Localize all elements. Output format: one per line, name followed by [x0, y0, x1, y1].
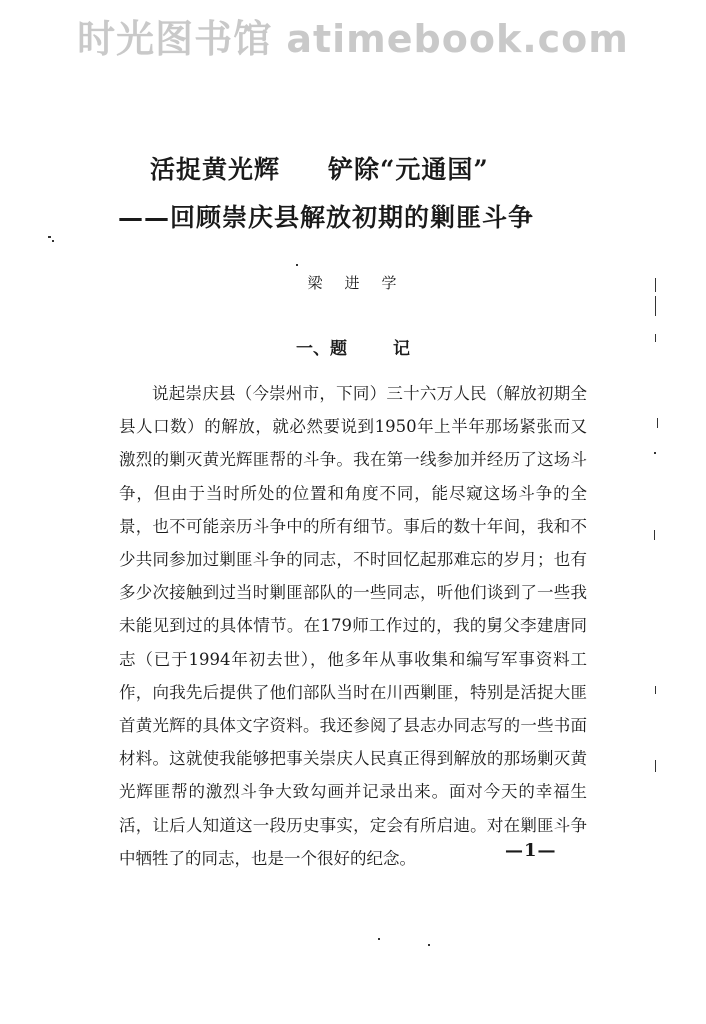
page-number: —1— [505, 840, 557, 861]
scan-speck [654, 452, 656, 454]
main-title [150, 150, 570, 186]
section-heading-number: 一、题 [296, 339, 347, 359]
section-heading [0, 334, 706, 359]
scan-speck [655, 760, 656, 772]
main-title-part-2: 铲除“元通国” [328, 155, 489, 184]
watermark-text: 时光图书馆 atimebook.com [77, 17, 629, 61]
author-name: 梁进学 [307, 274, 419, 292]
scan-speck [48, 236, 51, 238]
scan-speck [654, 530, 655, 540]
body-paragraph: 说起崇庆县（今崇州市，下同）三十六万人民（解放初期全县人口数）的解放，就必然要说到1950年上半年那场紧张而又激烈的剿灭黄光辉匪帮的斗争。我在第一线参加并经历了这场斗争，但由于当时所处的位置和角度不同，能尽窥这场斗争的全景，也不可能亲历斗争中的所有细节。事后的数十年间，我和不少共同参加过剿匪斗争的同志，不时回忆起那难忘的岁月；也有多少次接触到过当时剿匪部队的一些同志，听他们谈到了一些我未能见到过的具体情节。在179师工作过的，我的舅父李建唐同志（已于1994年初去世），他多年从事收集和编写军事资料工作，向我先后提供了他们部队当时在川西剿匪，特别是活捉大匪首黄光辉的具体文字资料。我还参阅了县志办同志写的一些书面材料。这就使我能够把事关崇庆人民真正得到解放的那场剿灭黄光辉匪帮的激烈斗争大致勾画并记录出来。面对今天的幸福生活，让后人知道这一段历史事实，定会有所启迪。对在剿匪斗争中牺牲了的同志，也是一个很好的纪念。 [119, 384, 587, 868]
subtitle: ——回顾崇庆县解放初期的剿匪斗争 [118, 203, 535, 232]
scan-speck [52, 240, 54, 242]
scan-speck [655, 686, 656, 694]
section-heading-word: 记 [393, 339, 410, 359]
scan-speck [655, 278, 656, 292]
scan-speck [657, 418, 658, 428]
scan-speck [655, 334, 656, 342]
scan-speck [428, 944, 430, 946]
scan-speck [296, 264, 298, 266]
scan-speck [378, 938, 380, 940]
scan-speck [655, 296, 656, 316]
main-title-part-1: 活捉黄光辉 [150, 155, 281, 184]
